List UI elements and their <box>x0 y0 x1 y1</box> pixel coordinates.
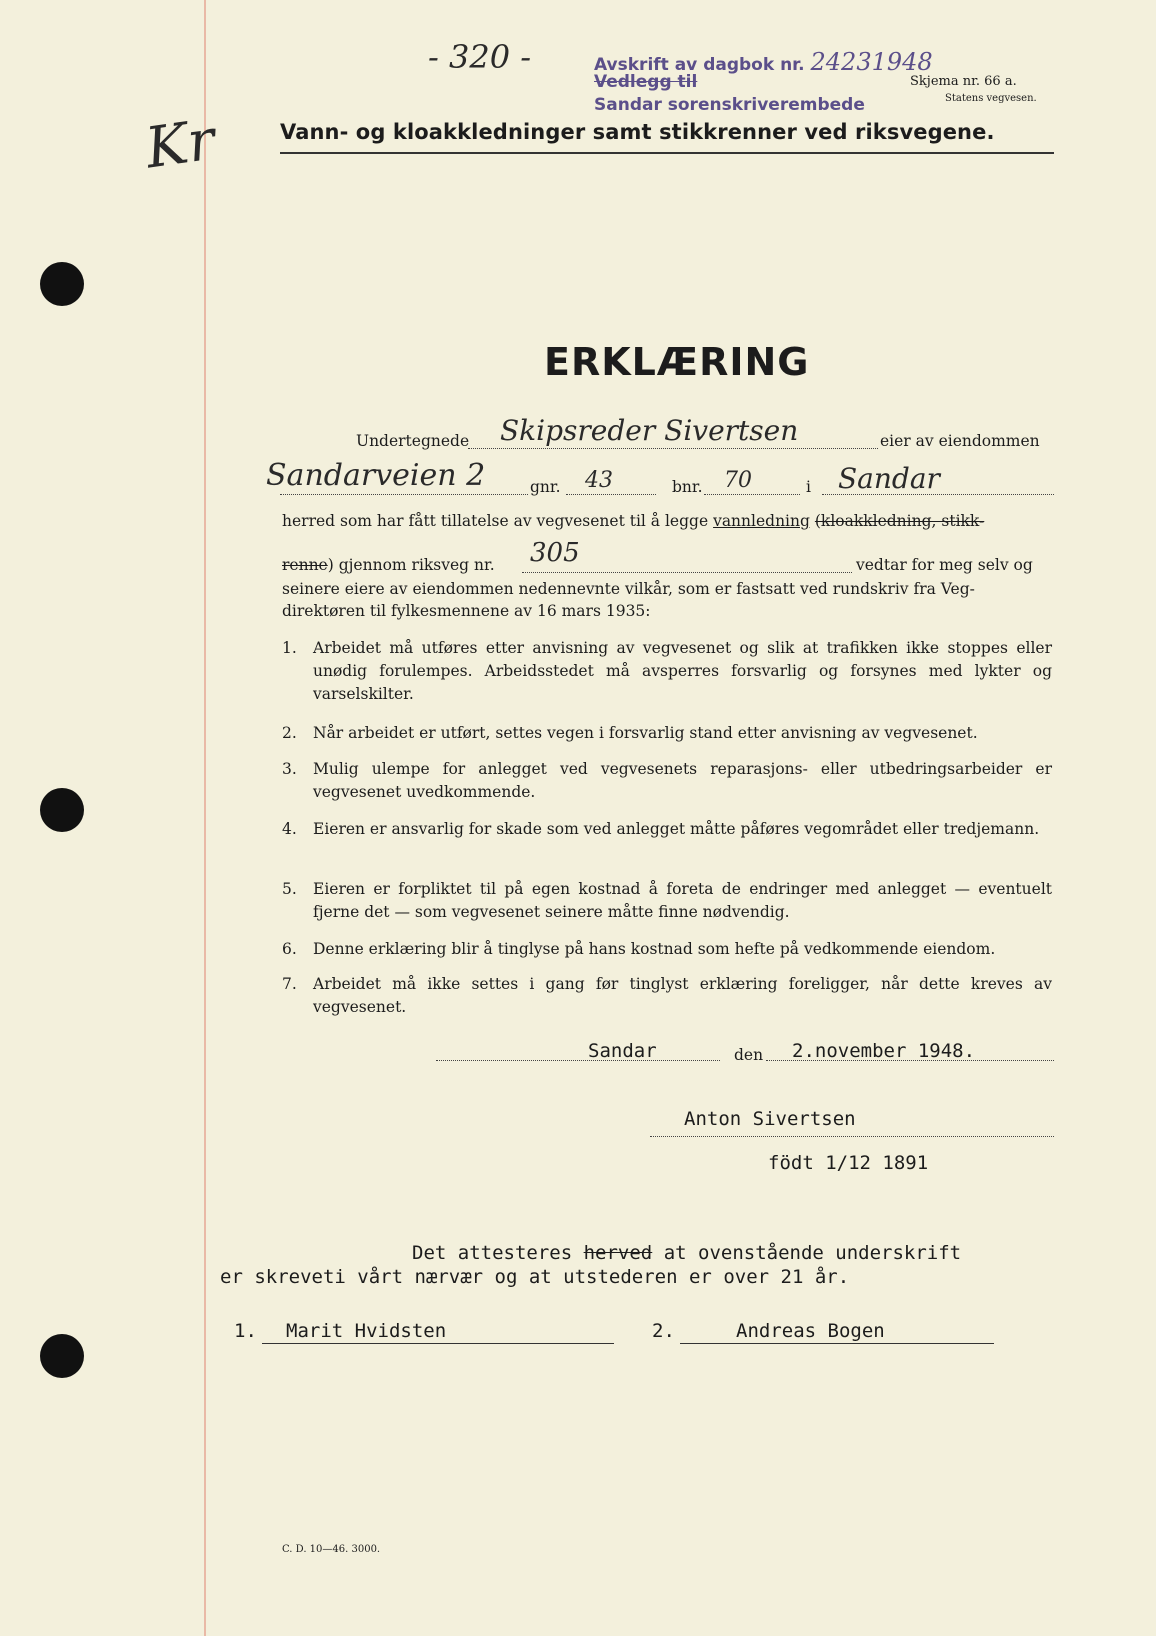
bnr-line <box>704 494 800 495</box>
road-line: renne) gjennom riksveg nr. <box>282 556 495 574</box>
property-name: Sandarveien 2 <box>266 458 486 493</box>
schema-issuer: Statens vegvesen. <box>945 93 1037 104</box>
gnr-value: 43 <box>585 468 613 493</box>
stamp-line-1: Avskrift av dagbok nr. 24231948 <box>594 48 933 76</box>
title-rule <box>280 152 1054 154</box>
witness-1-name: Marit Hvidsten <box>286 1320 447 1342</box>
print-code: C. D. 10—46. 3000. <box>282 1544 381 1555</box>
attestation-line-2: er skreveti vårt nærvær og at utstederen er over 21 år. <box>220 1266 850 1288</box>
gnr-label: gnr. <box>530 478 561 496</box>
witness-1-line <box>262 1343 614 1344</box>
den-label: den <box>734 1046 764 1064</box>
document-page: Kr - 320 - Avskrift av dagbok nr. 24231948 Vedlegg til Sandar sorenskriverembede Skjema nr. 66 a. Statens vegvesen. Vann- og kloakkledninger samt stikkrenner ved riksvegene. ERKLÆRING Undertegnede Skipsreder Sivertsen eier av eiendommen Sandarveien 2 gnr. 43 bnr. 70 i Sandar herred som har fått tillatelse av vegvesenet til å legge vannledning (kloakkledning, stikk- renne) gjennom riksveg nr. 305 vedtar for meg selv og seinere eiere av eiendommen nedennevnte vilkår, som er fastsatt ved rundskriv fra Veg- direktøren til fylkesmennene av 16 mars 1935: 1. Arbeidet må utføres etter anvisning av vegvesenet og slik at trafikken ikke stoppes eller unødig forulempes. Arbeidsstedet må avsperres forsvarlig og forsynes med lykter og varselskilter. 2. Når arbeidet er utført, settes vegen i forsvarlig stand etter anvisning av vegvesenet. 3. Mulig ulempe for anlegget ved vegvesenets reparasjons- eller utbedringsarbeider er vegvesenet uvedkommende. 4. Eieren er ansvarlig for skade som ved anlegget måtte påføres vegområdet eller tredjemann. 5. Eieren er forpliktet til på egen kostnad å foreta de endringer med anlegget — eventuelt fjerne det — som vegvesenet seinere måtte finne nødvendig. 6. Denne erklæring blir å tinglyse på hans kostnad som hefte på vedkommende eiendom. 7. Arbeidet må ikke settes i gang før tinglyst erklæring foreligger, når dette kreves av vegvesenet. Sandar den 2.november 1948. Anton Sivertsen födt 1/12 1891 Det attesteres herved at ovenstående underskrift er skreveti vårt nærvær og at utstederen er over 21 år. 1. Marit Hvidsten 2. Andreas Bogen C. D. 10—46. 3000. <box>0 0 1156 1636</box>
witness-2-number: 2. <box>652 1320 675 1342</box>
signature-date: 2.november 1948. <box>792 1040 976 1062</box>
signature-place: Sandar <box>588 1040 657 1062</box>
property-line <box>280 494 528 495</box>
signer-line <box>650 1136 1054 1137</box>
stamp-line-2: Vedlegg til <box>594 72 698 92</box>
margin-initials: Kr <box>141 107 219 182</box>
owner-label: eier av eiendommen <box>880 432 1040 450</box>
attestation-line-1: Det attesteres herved at ovenstående underskrift <box>412 1242 962 1264</box>
schema-number: Skjema nr. 66 a. <box>910 74 1017 89</box>
undersigned-label: Undertegnede <box>356 432 470 450</box>
place-line <box>436 1060 720 1061</box>
undersigned-name: Skipsreder Sivertsen <box>500 414 799 447</box>
bnr-value: 70 <box>724 468 752 493</box>
witness-2-line <box>680 1343 994 1344</box>
undersigned-line <box>468 448 878 449</box>
punch-hole <box>40 788 84 832</box>
signer-name: Anton Sivertsen <box>684 1108 856 1130</box>
in-label: i <box>806 478 811 496</box>
witness-1-number: 1. <box>234 1320 257 1342</box>
declaration-heading: ERKLÆRING <box>544 340 810 384</box>
punch-hole <box>40 262 84 306</box>
form-title: Vann- og kloakkledninger samt stikkrenner ved riksvegene. <box>280 120 995 144</box>
permission-line: herred som har fått tillatelse av vegvesenet til å legge vannledning (kloakkledning, stikk- <box>282 512 985 530</box>
road-number-line <box>522 572 852 573</box>
gnr-line <box>566 494 656 495</box>
page-number: - 320 - <box>428 38 532 76</box>
stamp-line-3: Sandar sorenskriverembede <box>594 95 865 115</box>
bnr-label: bnr. <box>672 478 703 496</box>
margin-rule <box>204 0 206 1636</box>
signer-born: födt 1/12 1891 <box>768 1152 929 1174</box>
stamp-year: 1948 <box>871 48 933 76</box>
punch-hole <box>40 1334 84 1378</box>
road-line-suffix: vedtar for meg selv og <box>856 556 1033 574</box>
witness-2-name: Andreas Bogen <box>736 1320 885 1342</box>
municipality: Sandar <box>838 462 940 495</box>
road-number: 305 <box>530 538 580 568</box>
terms-line-1: seinere eiere av eiendommen nedennevnte vilkår, som er fastsatt ved rundskriv fra Veg- <box>282 580 975 598</box>
dagbok-number: 2423 <box>810 48 872 76</box>
terms-line-2: direktøren til fylkesmennene av 16 mars 1935: <box>282 602 651 620</box>
